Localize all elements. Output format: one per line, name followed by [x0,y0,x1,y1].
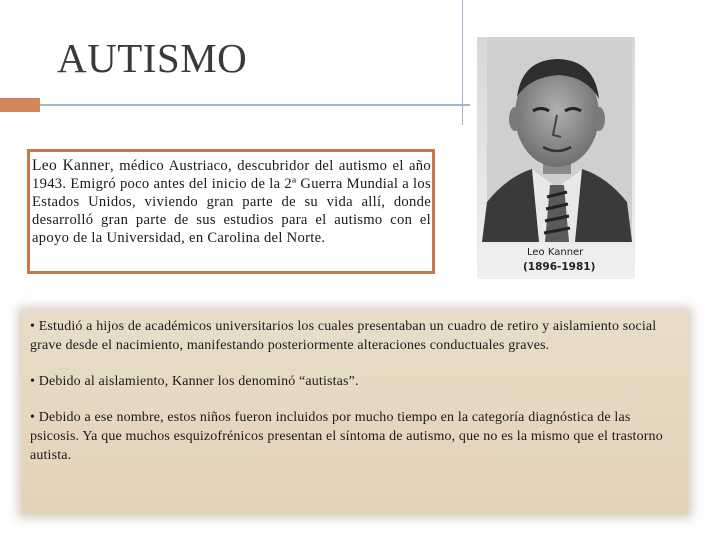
bullet-2: • Debido al aislamiento, Kanner los denominó “autistas”. [30,374,359,389]
photo-caption-years: (1896-1981) [523,261,596,273]
info-box [22,311,688,514]
title-underline [40,104,470,106]
bio-name: Leo Kanner [32,157,110,174]
bullet-3: • Debido a ese nombre, estos niños fueron incluidos por mucho tiempo en la categoría diagnóstica de las psicosis. Ya que muchos esquizofrénicos presentan el síntoma de autismo, que no es la mismo que el trastorno autista. [30,410,663,463]
bio-text: , médico Austriaco, descubridor del autismo el año 1943. Emigró poco antes del inicio de la 2ª Guerra Mundial a los Estados Unidos, viviendo gran parte de su vida allí, donde desarrolló gran parte de sus estudios para el autismo con el apoyo de la Universidad, en Carolina del Norte. [32,158,431,246]
bullet-1: • Estudió a hijos de académicos universitarios los cuales presentaban un cuadro de retiro y aislamiento social grave desde el nacimiento, manifestando posteriormente alteraciones conductuales graves. [30,319,657,353]
photo-caption-name: Leo Kanner [527,247,584,258]
portrait-image [477,37,635,279]
slide-title: AUTISMO [57,35,248,81]
accent-bar [0,98,40,112]
bio-text-box [27,149,435,274]
portrait-photo [477,37,635,279]
vertical-divider [462,0,463,125]
